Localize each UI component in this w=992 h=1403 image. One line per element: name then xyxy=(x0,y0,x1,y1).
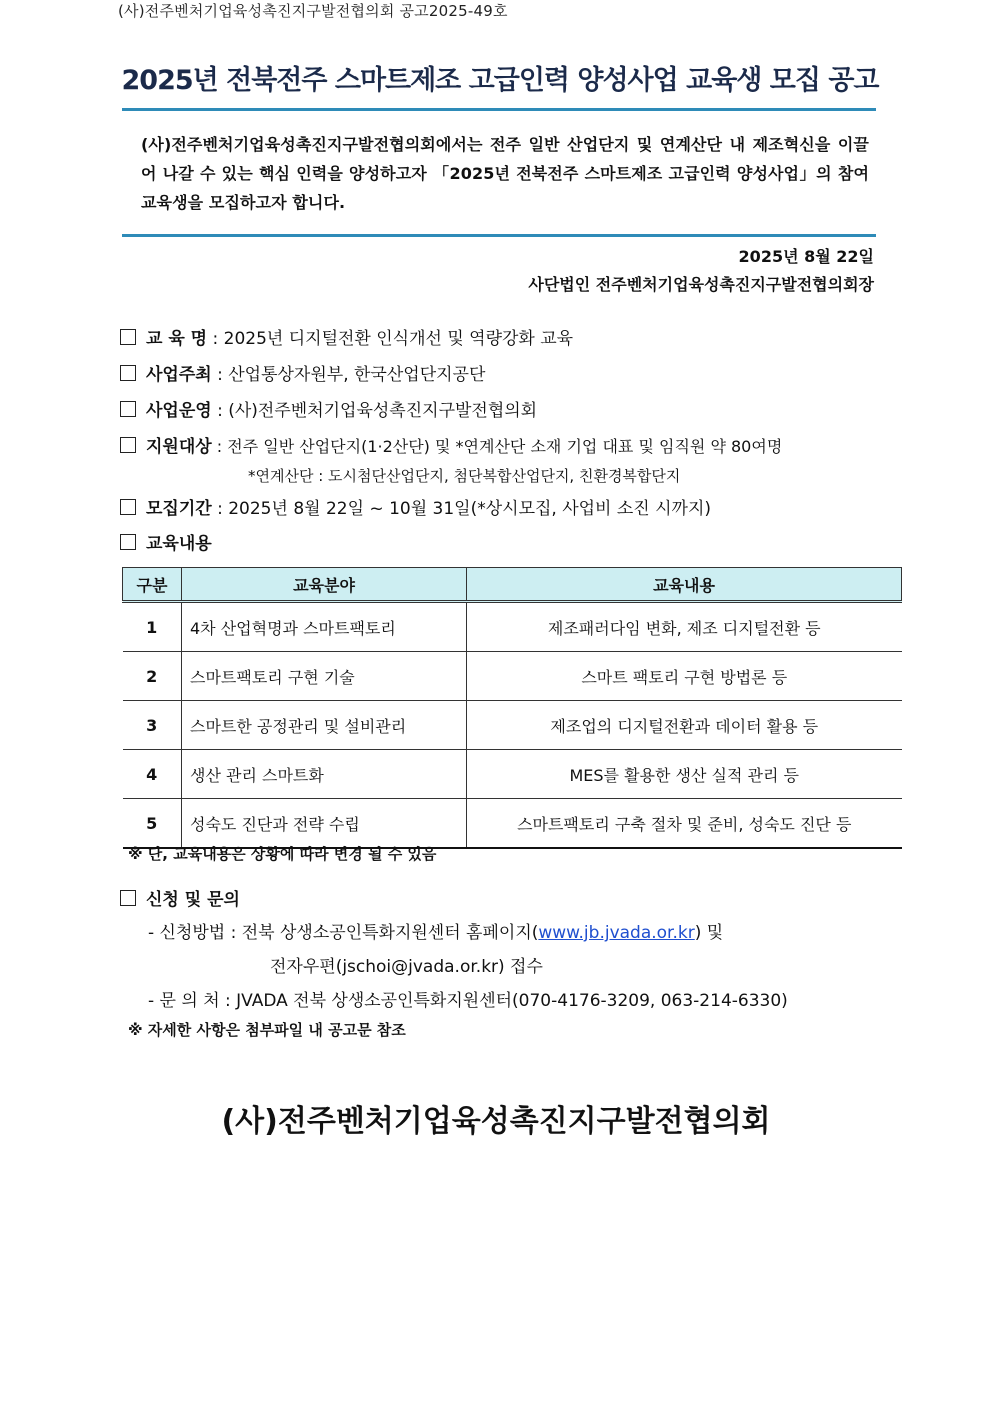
row-no: 3 xyxy=(123,701,182,750)
item-course-name xyxy=(120,324,573,349)
row-no: 5 xyxy=(123,799,182,849)
item-period xyxy=(120,494,711,519)
item-target xyxy=(120,432,782,457)
table-row xyxy=(123,799,902,849)
homepage-link[interactable]: www.jb.jvada.or.kr xyxy=(538,923,695,943)
target-subnote: *연계산단 : 도시첨단산업단지, 첨단복합산업단지, 친환경복합단지 xyxy=(248,467,681,485)
apply-method-prefix: - 신청방법 : 전북 상생소공인특화지원센터 홈페이지( xyxy=(148,923,539,943)
contact-line: - 문 의 처 : JVADA 전북 상생소공인특화지원센터(070-4176-3209, 063-214-6330) xyxy=(148,991,788,1011)
item-value: : (사)전주벤처기업육성촉진지구발전협의회 xyxy=(211,401,538,421)
apply-heading xyxy=(120,885,240,910)
header-area: 교육분야 xyxy=(182,568,467,602)
table-header-row xyxy=(123,568,902,602)
apply-method-suffix: ) 및 xyxy=(694,923,724,943)
organization-signature: 사단법인 전주벤처기업육성촉진지구발전협의회장 xyxy=(528,275,874,294)
item-label: 사업운영 xyxy=(146,401,212,421)
row-area: 4차 산업혁명과 스마트팩토리 xyxy=(182,602,467,652)
table-row xyxy=(123,652,902,701)
education-table xyxy=(122,567,902,849)
apply-heading-label: 신청 및 문의 xyxy=(146,890,240,910)
intro-divider xyxy=(122,234,876,237)
header-content: 교육내용 xyxy=(467,568,902,602)
row-content: 제조패러다임 변화, 제조 디지털전환 등 xyxy=(467,602,902,652)
item-operator xyxy=(120,396,537,421)
item-content xyxy=(120,529,212,554)
table-row xyxy=(123,602,902,652)
row-area: 스마트한 공정관리 및 설비관리 xyxy=(182,701,467,750)
item-label: 모집기간 xyxy=(146,499,212,519)
header-no: 구분 xyxy=(123,568,182,602)
checkbox-icon xyxy=(120,365,136,381)
item-label: 교 육 명 xyxy=(146,329,208,349)
row-no: 1 xyxy=(123,602,182,652)
item-label: 지원대상 xyxy=(146,437,212,457)
row-content: MES를 활용한 생산 실적 관리 등 xyxy=(467,750,902,799)
final-note: ※ 자세한 사항은 첨부파일 내 공고문 참조 xyxy=(128,1021,406,1039)
table-row xyxy=(123,701,902,750)
row-content: 스마트팩토리 구축 절차 및 준비, 성숙도 진단 등 xyxy=(467,799,902,849)
apply-method xyxy=(148,918,723,943)
item-value: : 2025년 디지털전환 인식개선 및 역량강화 교육 xyxy=(207,329,574,349)
row-area: 스마트팩토리 구현 기술 xyxy=(182,652,467,701)
row-content: 제조업의 디지털전환과 데이터 활용 등 xyxy=(467,701,902,750)
checkbox-icon xyxy=(120,534,136,550)
row-area: 생산 관리 스마트화 xyxy=(182,750,467,799)
item-label: 교육내용 xyxy=(146,534,212,554)
row-area: 성숙도 진단과 전략 수립 xyxy=(182,799,467,849)
table-note: ※ 단, 교육내용은 상황에 따라 변경 될 수 있음 xyxy=(128,845,437,863)
title-divider xyxy=(122,108,876,111)
item-value: : 전주 일반 산업단지(1·2산단) 및 *연계산단 소재 기업 대표 및 임직원 약 80여명 xyxy=(211,437,783,456)
footer-organization: (사)전주벤처기업육성촉진지구발전협의회 xyxy=(221,1104,771,1139)
item-value: : 2025년 8월 22일 ~ 10월 31일(*상시모집, 사업비 소진 시까지) xyxy=(211,499,712,519)
checkbox-icon xyxy=(120,890,136,906)
checkbox-icon xyxy=(120,499,136,515)
apply-method-line2: 전자우편(jschoi@jvada.or.kr) 접수 xyxy=(270,957,543,977)
announcement-date: 2025년 8월 22일 xyxy=(738,247,874,266)
item-label: 사업주최 xyxy=(146,365,212,385)
announcement-number: (사)전주벤처기업육성촉진지구발전협의회 공고2025-49호 xyxy=(118,2,508,20)
item-host xyxy=(120,360,485,385)
checkbox-icon xyxy=(120,329,136,345)
page-title: 2025년 전북전주 스마트제조 고급인력 양성사업 교육생 모집 공고 xyxy=(121,65,879,96)
row-no: 4 xyxy=(123,750,182,799)
intro-paragraph: (사)전주벤처기업육성촉진지구발전협의회에서는 전주 일반 산업단지 및 연계산단 내 제조혁신을 이끌어 나갈 수 있는 핵심 인력을 양성하고자 「2025년 전북전주 스마트제조 고급인력 양성사업」의 참여 교육생을 모집하고자 합니다. xyxy=(141,135,869,212)
checkbox-icon xyxy=(120,401,136,417)
row-no: 2 xyxy=(123,652,182,701)
item-value: : 산업통상자원부, 한국산업단지공단 xyxy=(211,365,486,385)
row-content: 스마트 팩토리 구현 방법론 등 xyxy=(467,652,902,701)
checkbox-icon xyxy=(120,437,136,453)
table-row xyxy=(123,750,902,799)
